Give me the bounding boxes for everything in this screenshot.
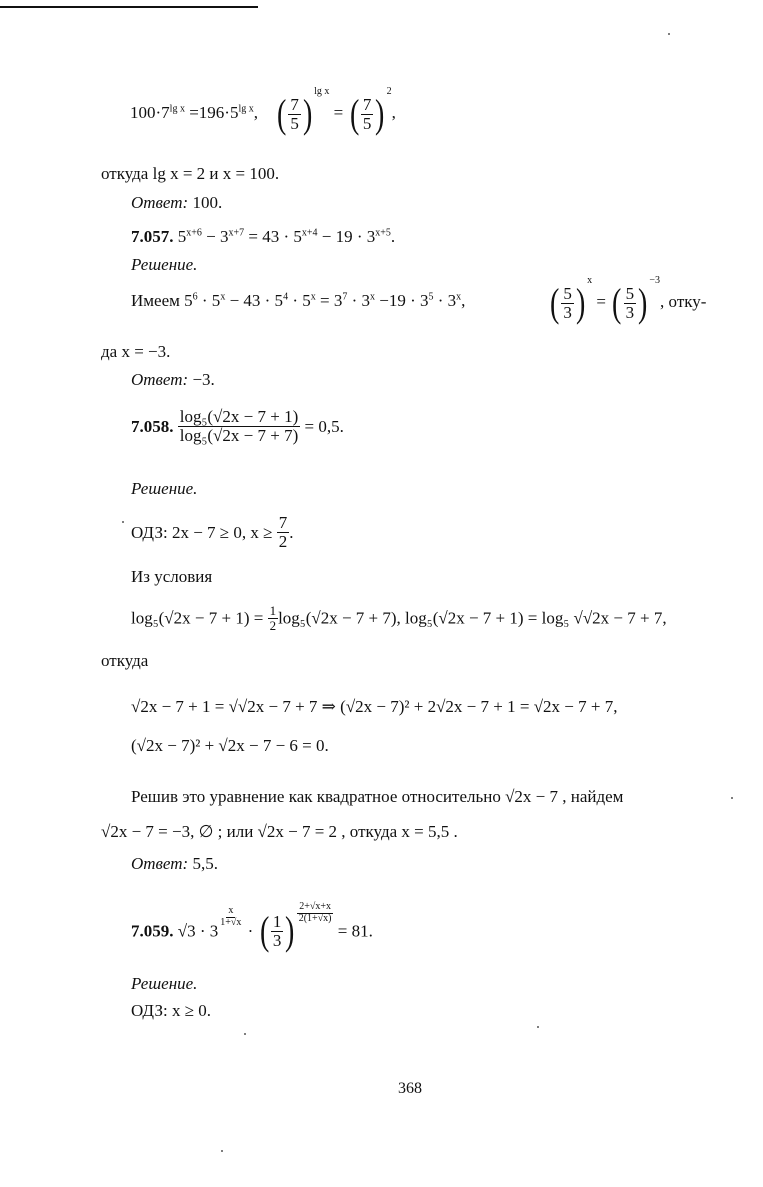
- paren-left: (: [612, 280, 622, 326]
- equation-100: [130, 86, 396, 137]
- answer-label: Ответ:: [131, 370, 189, 389]
- paren-right: ): [375, 91, 385, 137]
- scan-speck: [122, 521, 124, 523]
- eq-term: =196·5: [184, 103, 239, 122]
- odz-label: ОДЗ:: [131, 1001, 168, 1020]
- page-number: 368: [398, 1080, 422, 1097]
- eq-sign: =: [596, 292, 606, 311]
- eq-exp: x+6: [186, 227, 202, 239]
- eq-term: log₅(√2x − 7 + 7), log₅(√2x − 7 + 1) = log₅ √√2x − 7 + 7,: [278, 608, 667, 628]
- eq-term: − 19 · 3: [317, 227, 376, 246]
- paren-right: ): [285, 908, 295, 954]
- fraction: $\frac{5}{3}$: [625, 283, 635, 322]
- eq-sign: =: [333, 103, 344, 122]
- fraction: $\frac{1}{3}$: [272, 911, 282, 950]
- eq-term: · 3: [433, 291, 457, 310]
- solve-line-2: √2x − 7 = −3, ∅ ; или √2x − 7 = 2 , откуда x = 5,5 .: [101, 822, 458, 841]
- paren-left: (: [259, 908, 269, 954]
- answer-056: [131, 194, 222, 211]
- scan-speck: [537, 1026, 539, 1028]
- problem-7058: [131, 408, 344, 445]
- eq-term: ·: [243, 921, 254, 941]
- eq-term: · 5: [197, 291, 221, 310]
- paren-left: (: [349, 91, 359, 137]
- exponent-fraction: $\frac{x}{1+√x}$: [220, 905, 242, 928]
- fraction: $\frac{7}{5}$: [362, 94, 372, 133]
- eq-punct: ,: [253, 103, 258, 122]
- have-line-057: [131, 292, 465, 309]
- eq-term: log₅(√2x − 7 + 1) =: [131, 608, 268, 628]
- eq-exp: x: [310, 291, 316, 303]
- paren-right: ): [302, 91, 313, 137]
- log-line: [131, 604, 667, 632]
- eq-exp: x: [220, 291, 226, 303]
- log-fraction: $\frac{\text{log₅(√2x − 7 + 1)}}{\text{log₅(√2x − 7 + 7)}}$: [179, 407, 299, 445]
- eq-term: · 3: [347, 291, 370, 310]
- answer-label: Ответ:: [131, 193, 189, 212]
- eq-punct: .: [289, 522, 294, 542]
- solution-label-058: Решение.: [131, 479, 198, 498]
- odz-expr: x ≥ 0.: [167, 1001, 212, 1020]
- eq-term: 5: [177, 227, 187, 246]
- eq-term: = 0,5.: [300, 416, 344, 436]
- eq-exp: x: [456, 291, 462, 303]
- fraction: $\frac{7}{2}$: [278, 513, 288, 551]
- eq-exp: x+4: [301, 227, 318, 239]
- answer-label: Ответ:: [131, 854, 189, 873]
- top-rule: [0, 6, 258, 8]
- eq-exp: 2: [386, 86, 392, 97]
- whence-line-2: да x = −3.: [101, 342, 171, 361]
- problem-number: 7.059.: [131, 921, 174, 941]
- whence-line-1: откуда lg x = 2 и x = 100.: [101, 164, 280, 183]
- eq-term: − 43 · 5: [225, 291, 284, 310]
- eq-term: = 43 · 5: [244, 227, 302, 246]
- paren-left: (: [276, 91, 287, 137]
- eq-punct: .: [390, 227, 396, 246]
- from-condition: Из условия: [131, 567, 213, 586]
- eq-term: − 3: [201, 227, 229, 246]
- eq-exp: lg x: [238, 103, 254, 115]
- eq-exp: lg x: [169, 103, 185, 115]
- scan-speck: [221, 1150, 223, 1152]
- odz-expr: 2x − 7 ≥ 0, x ≥: [167, 522, 277, 542]
- whence-line-3: откуда: [101, 651, 149, 670]
- answer-value: 5,5.: [188, 854, 218, 873]
- scan-speck: [668, 33, 670, 35]
- eq-exp: x: [587, 275, 593, 286]
- eq-term: 100·7: [130, 103, 170, 122]
- answer-057: [131, 371, 215, 388]
- eq-exp: 7: [342, 291, 348, 303]
- eq-term: −19 · 3: [375, 291, 429, 310]
- eq-term: = 81.: [333, 921, 373, 941]
- paren-right: ): [638, 280, 648, 326]
- odz-058: [131, 514, 293, 551]
- radical-equation-1: √2x − 7 + 1 = √√2x − 7 + 7 ⇒ (√2x − 7)² + 2√2x − 7 + 1 = √2x − 7 + 7,: [131, 697, 618, 716]
- eq-term: √3 · 3: [177, 921, 219, 941]
- odz-059: [131, 1002, 211, 1019]
- eq-exp: 6: [192, 291, 198, 303]
- eq-term: · 5: [288, 291, 311, 310]
- solution-label-059: Решение.: [131, 974, 198, 993]
- solution-label-057: Решение.: [131, 255, 198, 274]
- eq-term: Имеем 5: [131, 291, 193, 310]
- eq-exp: x+5: [375, 227, 391, 239]
- paren-left: (: [549, 280, 560, 326]
- problem-7057: [131, 228, 395, 245]
- problem-7059: [131, 901, 373, 954]
- eq-term: , отку-: [660, 292, 707, 311]
- have-line-057-fractions: [548, 275, 707, 326]
- eq-term: = 3: [315, 291, 343, 310]
- scan-speck: [731, 797, 733, 799]
- eq-exp: 5: [428, 291, 434, 303]
- exponent-fraction: $\frac{2+√x+x}{2(1+√x)}$: [298, 901, 332, 924]
- fraction: $\frac{5}{3}$: [563, 283, 572, 322]
- fraction: $\frac{1}{2}$: [269, 603, 277, 633]
- eq-exp: x+7: [228, 227, 245, 239]
- eq-punct: ,: [391, 103, 396, 122]
- answer-058: [131, 855, 218, 872]
- fraction: $\frac{7}{5}$: [290, 94, 299, 133]
- paren-right: ): [575, 280, 586, 326]
- answer-value: −3.: [188, 370, 215, 389]
- radical-equation-2: (√2x − 7)² + √2x − 7 − 6 = 0.: [131, 736, 329, 755]
- eq-exp: x: [370, 291, 375, 303]
- eq-exp: lg x: [314, 86, 330, 97]
- problem-number: 7.057.: [131, 227, 174, 246]
- problem-number: 7.058.: [131, 416, 174, 436]
- eq-punct: ,: [461, 291, 466, 310]
- solve-line: Решив это уравнение как квадратное относительно √2x − 7 , найдем: [131, 787, 624, 806]
- scan-speck: [244, 1033, 246, 1035]
- eq-exp: −3: [649, 275, 661, 286]
- answer-value: 100.: [188, 193, 223, 212]
- eq-exp: 4: [283, 291, 289, 303]
- odz-label: ОДЗ:: [131, 522, 168, 542]
